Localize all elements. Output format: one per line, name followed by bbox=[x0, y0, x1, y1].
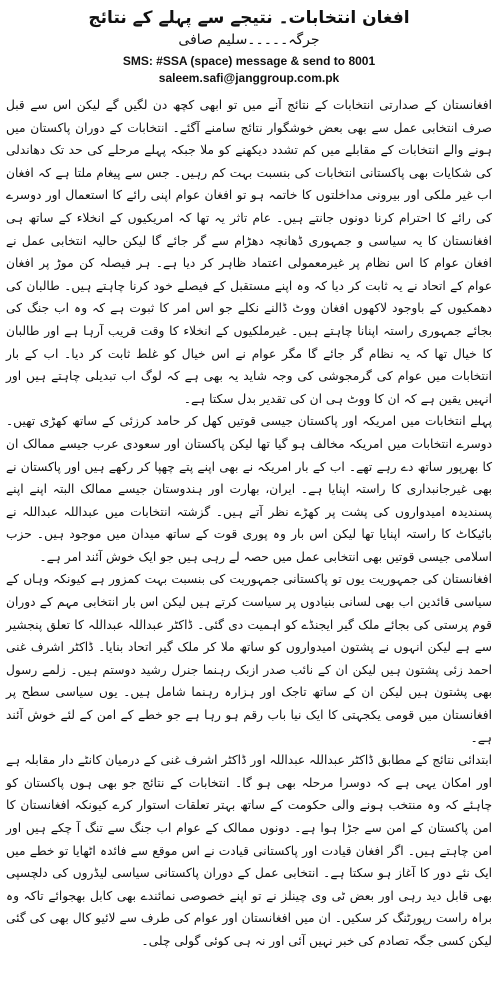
article-paragraph: پہلے انتخابات میں امریکہ اور پاکستان جیسی قوتیں کھل کر حامد کرزئی کے ساتھ کھڑی تھیں۔ دوسرے انتخابات میں امریکہ مخالف ہو گیا تھا لیکن پاکستان اور سعودی عرب جیسے ممالک ان کا بھرپور ساتھ دے رہے تھے۔ اب کے بار امریکہ نے بھی اپنے پتے چھپا کر رکھے ہیں اور پاکستان نے بھی غیرجانبداری کا راستہ اپنایا ہے۔ ایران، بھارت اور ہندوستان جیسے ممالک البتہ اپنے اپنے پسندیدہ امیدواروں کی پشت پر کھڑے نظر آتے ہیں۔ گزشتہ انتخابات میں عبداللہ عبداللہ نے بائیکاٹ کا راستہ اپنایا تھا لیکن اس بار وہ پوری قوت کے ساتھ میدان میں موجود ہیں۔ حزب اسلامی جیسی قوتیں بھی انتخابی عمل میں حصہ لے رہی ہیں جو ایک خوش آئند امر ہے۔ bbox=[6, 414, 492, 564]
sms-line: SMS: #SSA (space) message & send to 8001 bbox=[122, 54, 376, 68]
article-byline: جرگہ۔۔۔۔۔سلیم صافی bbox=[178, 32, 320, 48]
author-email: saleem.safi@janggroup.com.pk bbox=[158, 71, 340, 85]
article-title: افغان انتخابات۔ نتیجے سے پہلے کے نتائج bbox=[88, 8, 410, 28]
article-paragraph: افغانستان کے صدارتی انتخابات کے نتائج آنے میں تو ابھی کچھ دن لگیں گے لیکن اس سے قبل صرف انتخابی عمل سے بھی بعض خوشگوار نتائج سامنے آگئے۔ انتخابات کے دوران پاکستان میں ہونے والے انتخابات کے مقابلے میں کم تشدد دیکھنے کو ملا جبکہ پہلے مرحلے کی حد تک دھاندلی کی شکایات بھی پاکستانی انتخابات کی بنسبت بہت کم رہیں۔ جس سے پیغام ملتا ہے کہ افغان اب غیر ملکی اور بیرونی مداخلتوں کا خاتمہ ہو تو افغان عوام اپنی رائے کا استعمال اور دوسرے کی رائے کا احترام کرنا دونوں جانتے ہیں۔ عام تاثر یہ تھا کہ امریکیوں کے انخلاء کے ساتھ ہی افغانستان کا یہ سیاسی و جمہوری ڈھانچہ دھڑام سے گر جائے گا لیکن حالیہ انتخابی عمل نے افغان عوام کا اس نظام پر غیرمعمولی اعتماد ظاہر کر دیا ہے۔ ہر فیصلہ کن موڑ پر افغان عوام کے اتحاد نے یہ ثابت کر دیا کہ وہ اپنے مستقبل کے فیصلے خود کرنا چاہتے ہیں۔ طالبان کی دھمکیوں کے باوجود لاکھوں افغان ووٹ ڈالنے نکلے جو اس امر کا ثبوت ہے کہ وہ اب جنگ کی بجائے جمہوری راستہ اپنانا چاہتے ہیں۔ غیرملکیوں کے انخلاء کا وقت قریب آرہا ہے اور طالبان کا خیال تھا کہ یہ نظام گر جائے گا مگر عوام نے اس خیال کو غلط ثابت کر دیا۔ اب کے بار انتخابات میں عوام کی گرمجوشی کی وجہ شاید یہ بھی ہے کہ لوگ اب تبدیلی چاہتے ہیں اور انہیں یقین ہے کہ ان کا ووٹ ہی ان کی تقدیر بدل سکتا ہے۔ bbox=[6, 98, 492, 406]
article-body bbox=[6, 94, 492, 953]
article-paragraph: ابتدائی نتائج کے مطابق ڈاکٹر عبداللہ عبداللہ اور ڈاکٹر اشرف غنی کے درمیان کانٹے دار مقابلہ ہے اور امکان یہی ہے کہ دوسرا مرحلہ بھی ہو گا۔ انتخابات کے نتائج جو بھی ہوں پاکستان کو چاہئے کہ وہ منتخب ہونے والی حکومت کے ساتھ بہتر تعلقات استوار کرے کیونکہ افغانستان کا امن پاکستان کے امن سے جڑا ہوا ہے۔ دونوں ممالک کے عوام اب جنگ سے تنگ آ چکے ہیں اور امن چاہتے ہیں۔ اگر افغان قیادت اور پاکستانی قیادت نے اس موقع سے فائدہ اٹھایا تو خطے میں ایک نئے دور کا آغاز ہو سکتا ہے۔ انتخابی عمل کے دوران پاکستانی سیاسی لیڈروں کی دلچسپی بھی قابل دید رہی اور بعض ٹی وی چینلز نے تو اپنے خصوصی نمائندے بھی کابل بھجوائے تاکہ وہ براہ راست رپورٹنگ کر سکیں۔ ان میں افغانستان اور عوام کی طرف سے لائیو کال بھی کی گئی لیکن کسی جگہ تصادم کی خبر نہیں آئی اور نہ ہی کوئی گولی چلی۔ bbox=[6, 753, 492, 948]
article-paragraph: افغانستان کی جمہوریت یوں تو پاکستانی جمہوریت کی بنسبت بہت کمزور ہے کیونکہ وہاں کے سیاسی قائدین اب بھی لسانی بنیادوں پر سیاست کرتے ہیں لیکن اس بار انتخابی مہم کے دوران قوم پرستی کی بجائے ملک گیر ایجنڈے کو اہمیت دی گئی۔ ڈاکٹر عبداللہ عبداللہ کا تعلق پنجشیر سے ہے لیکن انہوں نے پشتون امیدواروں کو ساتھ ملا کر ملک گیر اتحاد بنایا۔ ڈاکٹر اشرف غنی احمد زئی پشتون ہیں لیکن ان کے نائب صدر ازبک رہنما جنرل رشید دوستم ہیں۔ زلمے رسول بھی پشتون ہیں لیکن ان کے ساتھ تاجک اور ہزارہ رہنما شامل ہیں۔ یوں سیاسی سطح پر افغانستان میں قومی یکجہتی کا ایک نیا باب رقم ہو رہا ہے جو خطے کے امن کے لئے خوش آئند ہے۔ bbox=[6, 572, 492, 745]
